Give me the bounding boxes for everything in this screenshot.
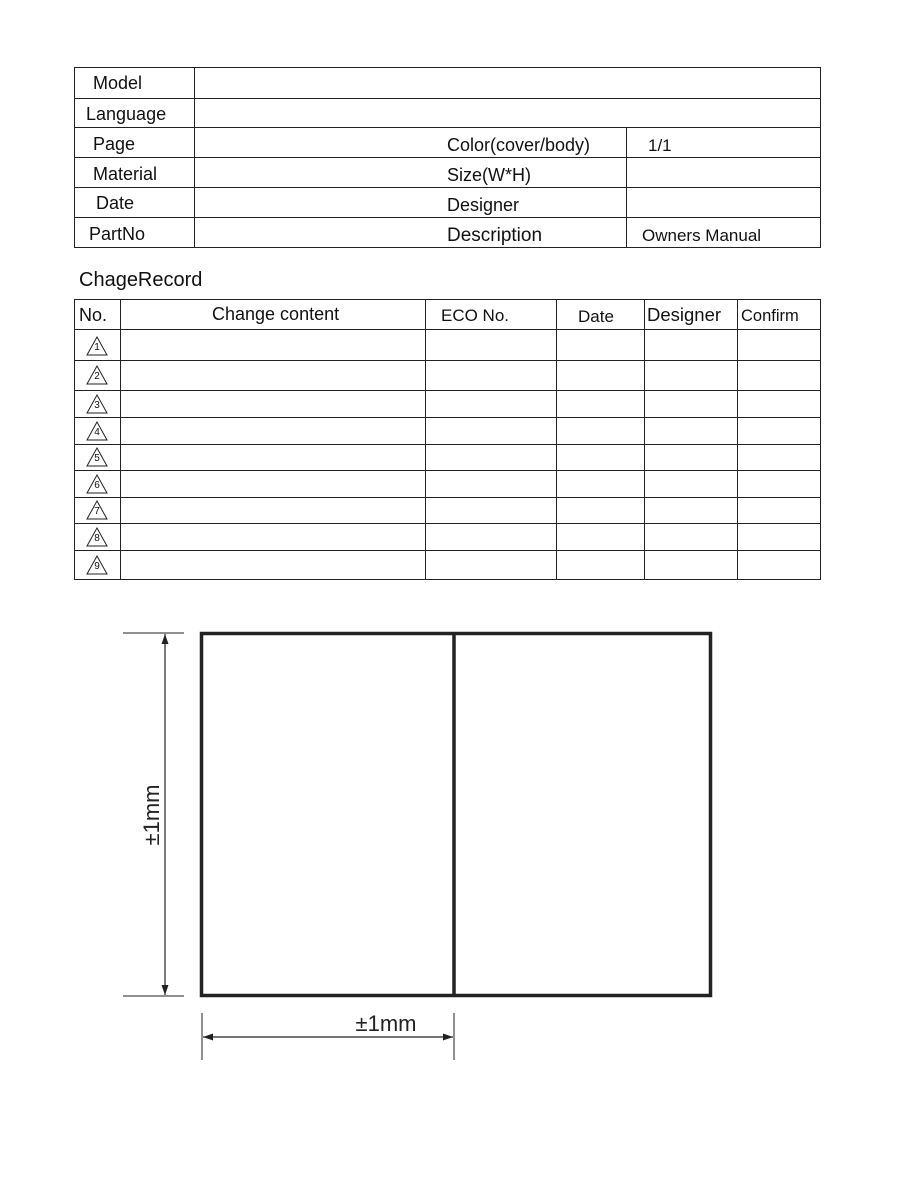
dimension-drawing xyxy=(0,600,905,1080)
header-date: Date xyxy=(578,307,614,326)
info-col-divider xyxy=(194,67,195,248)
label-model: Model xyxy=(93,73,143,93)
change-record-table xyxy=(74,299,821,580)
revision-triangle-icon xyxy=(86,447,108,467)
revision-number: 3 xyxy=(94,400,100,411)
width-dimension-label: ±1mm xyxy=(355,1011,417,1036)
record-row-divider xyxy=(74,417,821,418)
revision-triangle-icon xyxy=(86,365,108,385)
record-row-divider xyxy=(74,470,821,471)
info-row-divider xyxy=(74,157,821,158)
info-row-divider xyxy=(74,187,821,188)
record-row-divider xyxy=(74,497,821,498)
record-row-divider xyxy=(74,444,821,445)
record-row-divider xyxy=(74,360,821,361)
record-col-divider xyxy=(644,299,645,580)
revision-number: 9 xyxy=(94,561,100,572)
label-date: Date xyxy=(96,193,135,213)
record-col-divider xyxy=(737,299,738,580)
revision-triangle-icon xyxy=(86,555,108,575)
revision-triangle-icon xyxy=(86,500,108,520)
booklet-outline xyxy=(202,634,711,996)
info-col-divider xyxy=(626,127,627,248)
info-row-divider xyxy=(74,98,821,99)
record-row-divider xyxy=(74,329,821,330)
label-color: Color(cover/body) xyxy=(447,135,591,155)
revision-number: 1 xyxy=(94,342,100,353)
revision-triangle-icon xyxy=(86,394,108,414)
record-col-divider xyxy=(425,299,426,580)
change-record-title: ChageRecord xyxy=(79,269,203,291)
revision-number: 2 xyxy=(94,371,100,382)
revision-triangle-icon xyxy=(86,421,108,441)
record-col-divider xyxy=(120,299,121,580)
label-material: Material xyxy=(93,164,158,184)
revision-triangle-icon xyxy=(86,474,108,494)
info-row-divider xyxy=(74,217,821,218)
record-row-divider xyxy=(74,523,821,524)
header-designer: Designer xyxy=(647,304,722,325)
header-eco-no: ECO No. xyxy=(441,306,510,325)
revision-triangle-icon xyxy=(86,336,108,356)
label-language: Language xyxy=(86,104,167,124)
revision-number: 4 xyxy=(94,427,100,438)
record-row-divider xyxy=(74,390,821,391)
label-designer: Designer xyxy=(447,195,520,215)
revision-number: 8 xyxy=(94,533,100,544)
revision-number: 5 xyxy=(94,453,100,464)
height-dimension-label: ±1mm xyxy=(139,784,164,846)
record-col-divider xyxy=(556,299,557,580)
label-page: Page xyxy=(93,134,136,154)
value-color: 1/1 xyxy=(648,136,672,155)
revision-number: 6 xyxy=(94,480,100,491)
header-confirm: Confirm xyxy=(741,307,799,325)
label-size: Size(W*H) xyxy=(447,165,531,185)
record-row-divider xyxy=(74,550,821,551)
label-description: Description xyxy=(447,225,543,246)
info-row-divider xyxy=(74,127,821,128)
revision-triangle-icon xyxy=(86,527,108,547)
value-description: Owners Manual xyxy=(642,226,762,245)
label-part-no: PartNo xyxy=(89,224,146,244)
revision-number: 7 xyxy=(94,506,100,517)
header-no: No. xyxy=(79,305,108,325)
header-change-content: Change content xyxy=(212,304,340,324)
